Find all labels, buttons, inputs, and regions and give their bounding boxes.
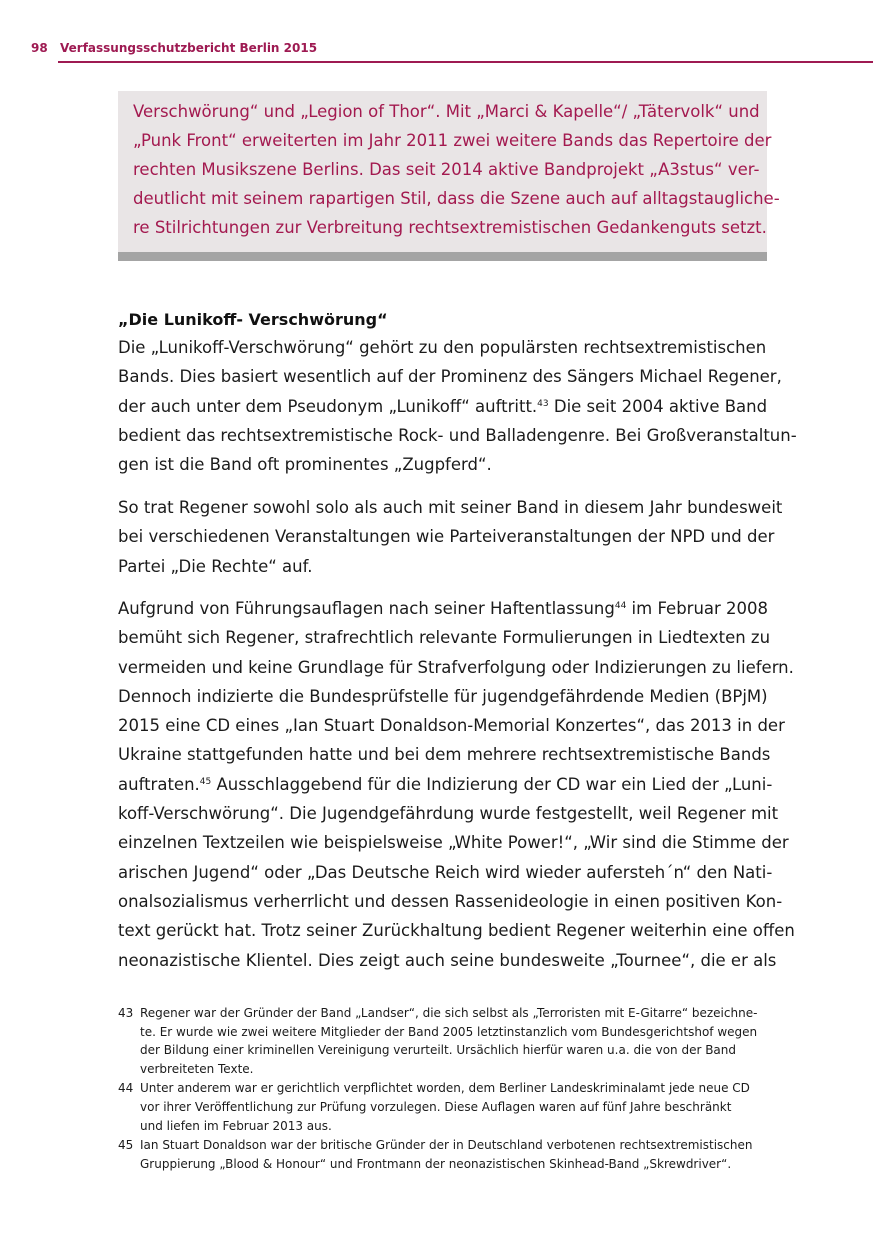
highlight-box-bottom-bar — [118, 252, 767, 261]
text-fragment: der auch unter dem Pseudonym „Lunikoff“ auftritt. — [118, 396, 538, 416]
text-line — [118, 770, 773, 799]
footnote-number: 45 — [118, 1138, 134, 1153]
text-fragment: Aufgrund von Führungsauflagen nach seiner Haftentlassung — [118, 599, 615, 618]
text-fragment: im Februar 2008 — [626, 599, 769, 618]
highlight-box-text — [133, 97, 780, 242]
footnote-line: und liefen im Februar 2013 aus. — [140, 1118, 332, 1133]
box-line: deutlicht mit seinem rapartigen Stil, dass die Szene auch auf alltagstaugliche- — [133, 189, 780, 208]
page-number: 98 — [31, 41, 48, 55]
footnote-ref-45[interactable]: 45 — [199, 776, 212, 787]
text-line: arischen Jugend“ oder „Das Deutsche Reich wird wieder aufersteh´n“ den Nati- — [118, 862, 773, 882]
footnote-43 — [118, 1004, 768, 1078]
footnote-44 — [118, 1079, 768, 1135]
text-line: koff-Verschwörung“. Die Jugendgefährdung wurde festgestellt, weil Regener mit — [118, 804, 779, 824]
text-line: gen ist die Band oft prominentes „Zugpferd“. — [118, 455, 492, 475]
text-line: onalsozialismus verherrlicht und dessen Rassenideologie in einen positiven Kon- — [118, 891, 783, 911]
paragraph-3 — [118, 594, 795, 975]
text-line: Partei „Die Rechte“ auf. — [118, 556, 313, 576]
running-title: Verfassungsschutzbericht Berlin 2015 — [60, 41, 318, 55]
text-line: bedient das rechtsextremistische Rock- und Balladengenre. Bei Großveranstaltun- — [118, 425, 797, 445]
footnote-line: verbreiteten Texte. — [140, 1061, 254, 1076]
footnote-line: Unter anderem war er gerichtlich verpflichtet worden, dem Berliner Landeskriminalamt jede neue CD — [140, 1081, 750, 1096]
text-line — [118, 392, 768, 421]
text-line: neonazistische Klientel. Dies zeigt auch seine bundesweite „Tournee“, die er als — [118, 950, 777, 970]
footnote-line: te. Er wurde wie zwei weitere Mitglieder der Band 2005 letztinstanzlich vom Bundesgerichtshof wegen — [140, 1024, 758, 1039]
text-fragment: Die seit 2004 aktive Band — [548, 396, 768, 416]
footnote-number: 44 — [118, 1081, 134, 1096]
paragraph-1 — [118, 333, 797, 479]
text-line: Bands. Dies basiert wesentlich auf der Prominenz des Sängers Michael Regener, — [118, 367, 782, 387]
text-fragment: auftraten. — [118, 774, 200, 794]
text-line: Ukraine stattgefunden hatte und bei dem mehrere rechtsextremistische Bands — [118, 745, 771, 765]
box-line: re Stilrichtungen zur Verbreitung rechtsextremistischen Gedankenguts setzt. — [133, 218, 767, 237]
footnote-line: Ian Stuart Donaldson war der britische Gründer der in Deutschland verbotenen rechtsextremistischen — [140, 1138, 753, 1153]
footnote-line: Gruppierung „Blood & Honour“ und Frontmann der neonazistischen Skinhead-Band „Skrewdriver“. — [140, 1156, 732, 1171]
paragraph-2 — [118, 493, 783, 581]
footnote-number: 43 — [118, 1006, 134, 1020]
text-line: So trat Regener sowohl solo als auch mit seiner Band in diesem Jahr bundesweit — [118, 498, 783, 517]
footnote-line: vor ihrer Veröffentlichung zur Prüfung vorzulegen. Diese Auflagen waren auf fünf Jahre beschränkt — [140, 1099, 732, 1114]
text-line: bei verschiedenen Veranstaltungen wie Parteiveranstaltungen der NPD und der — [118, 527, 775, 547]
footnote-line: Regener war der Gründer der Band „Landser“, die sich selbst als „Terroristen mit E-Gitarre“ bezeichne- — [140, 1006, 758, 1020]
text-line: 2015 eine CD eines „Ian Stuart Donaldson-Memorial Konzertes“, das 2013 in der — [118, 716, 785, 736]
footnote-line: der Bildung einer kriminellen Vereinigung verurteilt. Ursächlich hierfür waren u.a. die von der Band — [140, 1043, 737, 1058]
text-line — [118, 594, 768, 623]
box-line: Verschwörung“ und „Legion of Thor“. Mit „Marci & Kapelle“/ „Tätervolk“ und — [133, 102, 760, 121]
footnotes — [118, 1004, 768, 1174]
footnote-45 — [118, 1136, 768, 1173]
text-line: Die „Lunikoff-Verschwörung“ gehört zu den populärsten rechtsextremistischen — [118, 338, 767, 357]
text-line: text gerückt hat. Trotz seiner Zurückhaltung bedient Regener weiterhin eine offen — [118, 921, 795, 941]
text-line: vermeiden und keine Grundlage für Strafverfolgung oder Indizierungen zu liefern. — [118, 657, 794, 677]
footnote-ref-43[interactable]: 43 — [537, 398, 549, 409]
text-line: bemüht sich Regener, strafrechtlich relevante Formulierungen in Liedtexten zu — [118, 628, 771, 648]
footnote-ref-44[interactable]: 44 — [614, 601, 627, 611]
box-line: rechten Musikszene Berlins. Das seit 2014 aktive Bandprojekt „A3stus“ ver- — [133, 160, 760, 179]
box-line: „Punk Front“ erweiterten im Jahr 2011 zwei weitere Bands das Repertoire der — [133, 131, 772, 150]
section-heading: „Die Lunikoff- Verschwörung“ — [118, 310, 388, 329]
page-header — [30, 40, 873, 64]
text-line: Dennoch indizierte die Bundesprüfstelle für jugendgefährdende Medien (BPjM) — [118, 686, 768, 706]
text-line: einzelnen Textzeilen wie beispielsweise „White Power!“, „Wir sind die Stimme der — [118, 833, 789, 853]
header-rule — [58, 61, 873, 63]
text-fragment: Ausschlaggebend für die Indizierung der CD war ein Lied der „Luni- — [211, 774, 773, 794]
